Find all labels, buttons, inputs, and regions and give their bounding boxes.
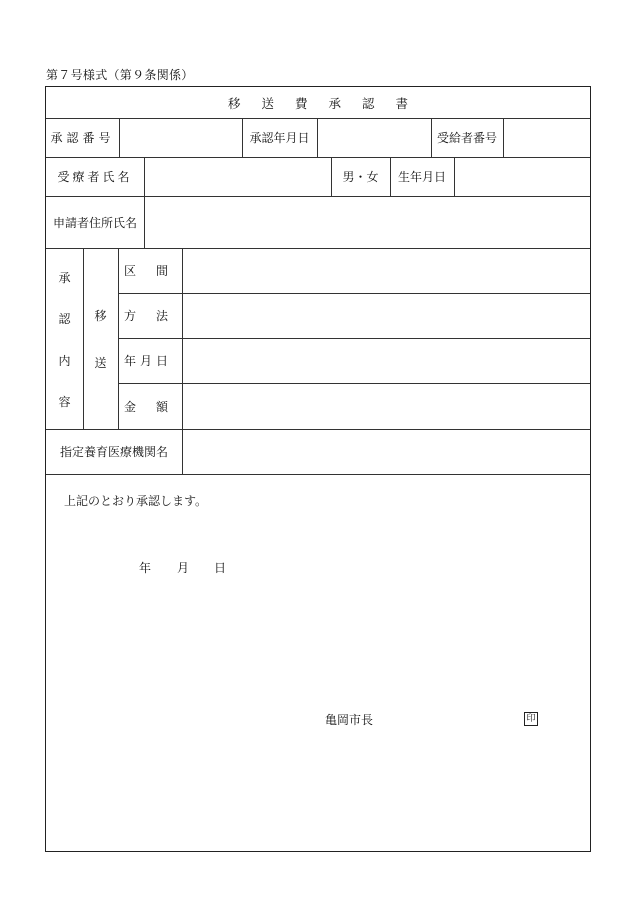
amount-field[interactable]: [183, 384, 590, 429]
section-field[interactable]: [183, 249, 590, 293]
transport-label: [83, 292, 118, 387]
method-label-text: 方法: [124, 309, 189, 323]
gender-selector[interactable]: 男・女: [342, 170, 379, 184]
patient-name-field[interactable]: [145, 158, 331, 196]
transport-date-field[interactable]: [183, 339, 590, 383]
approval-statement: 上記のとおり承認します。: [64, 493, 208, 508]
form-title: 移送費承認書: [227, 95, 429, 111]
applicant-address-name-field[interactable]: [145, 197, 590, 248]
amount-label-text: 金額: [124, 399, 189, 414]
approval-content-char: 容: [58, 395, 71, 410]
seal-icon: 印: [524, 712, 538, 726]
amount-label: [118, 383, 189, 429]
birth-date-field[interactable]: [455, 158, 590, 196]
method-field[interactable]: [183, 294, 590, 338]
date-day-label: 日: [214, 560, 227, 575]
institution-field[interactable]: [183, 430, 590, 474]
rule-institution: [46, 474, 590, 475]
method-label: [118, 293, 189, 338]
issuer-name: 亀岡市長: [325, 712, 374, 727]
approval-form-frame: [45, 86, 591, 852]
approval-content-char: 内: [58, 353, 71, 368]
section-label: [118, 248, 189, 293]
transport-char: 移: [94, 308, 107, 323]
approval-content-char: 承: [58, 270, 71, 285]
date-month-label: 月: [177, 560, 190, 575]
section-label-text: 区間: [124, 264, 189, 278]
form-caption: 第７号様式（第９条関係）: [46, 68, 194, 82]
approval-content-char: 認: [58, 312, 71, 327]
approval-number-field[interactable]: [120, 119, 242, 157]
transport-date-label-text: 年月日: [124, 354, 173, 368]
applicant-address-name-label: 申請者住所氏名: [52, 215, 137, 230]
institution-label: 指定養育医療機関名: [59, 445, 168, 459]
transport-date-label: [118, 338, 182, 383]
recipient-number-label: 受給者番号: [436, 131, 497, 145]
seal-mark: [524, 712, 538, 726]
approval-content-label: [46, 257, 83, 423]
approval-date-label: 承認年月日: [249, 131, 310, 145]
transport-char: 送: [94, 356, 107, 371]
approval-number-label: 承認番号: [50, 131, 115, 145]
patient-name-label: 受療者氏名: [57, 170, 133, 184]
approval-date-field[interactable]: [318, 119, 431, 157]
recipient-number-field[interactable]: [504, 119, 590, 157]
date-year-label: 年: [139, 560, 152, 575]
birth-date-label: 生年月日: [397, 170, 446, 184]
